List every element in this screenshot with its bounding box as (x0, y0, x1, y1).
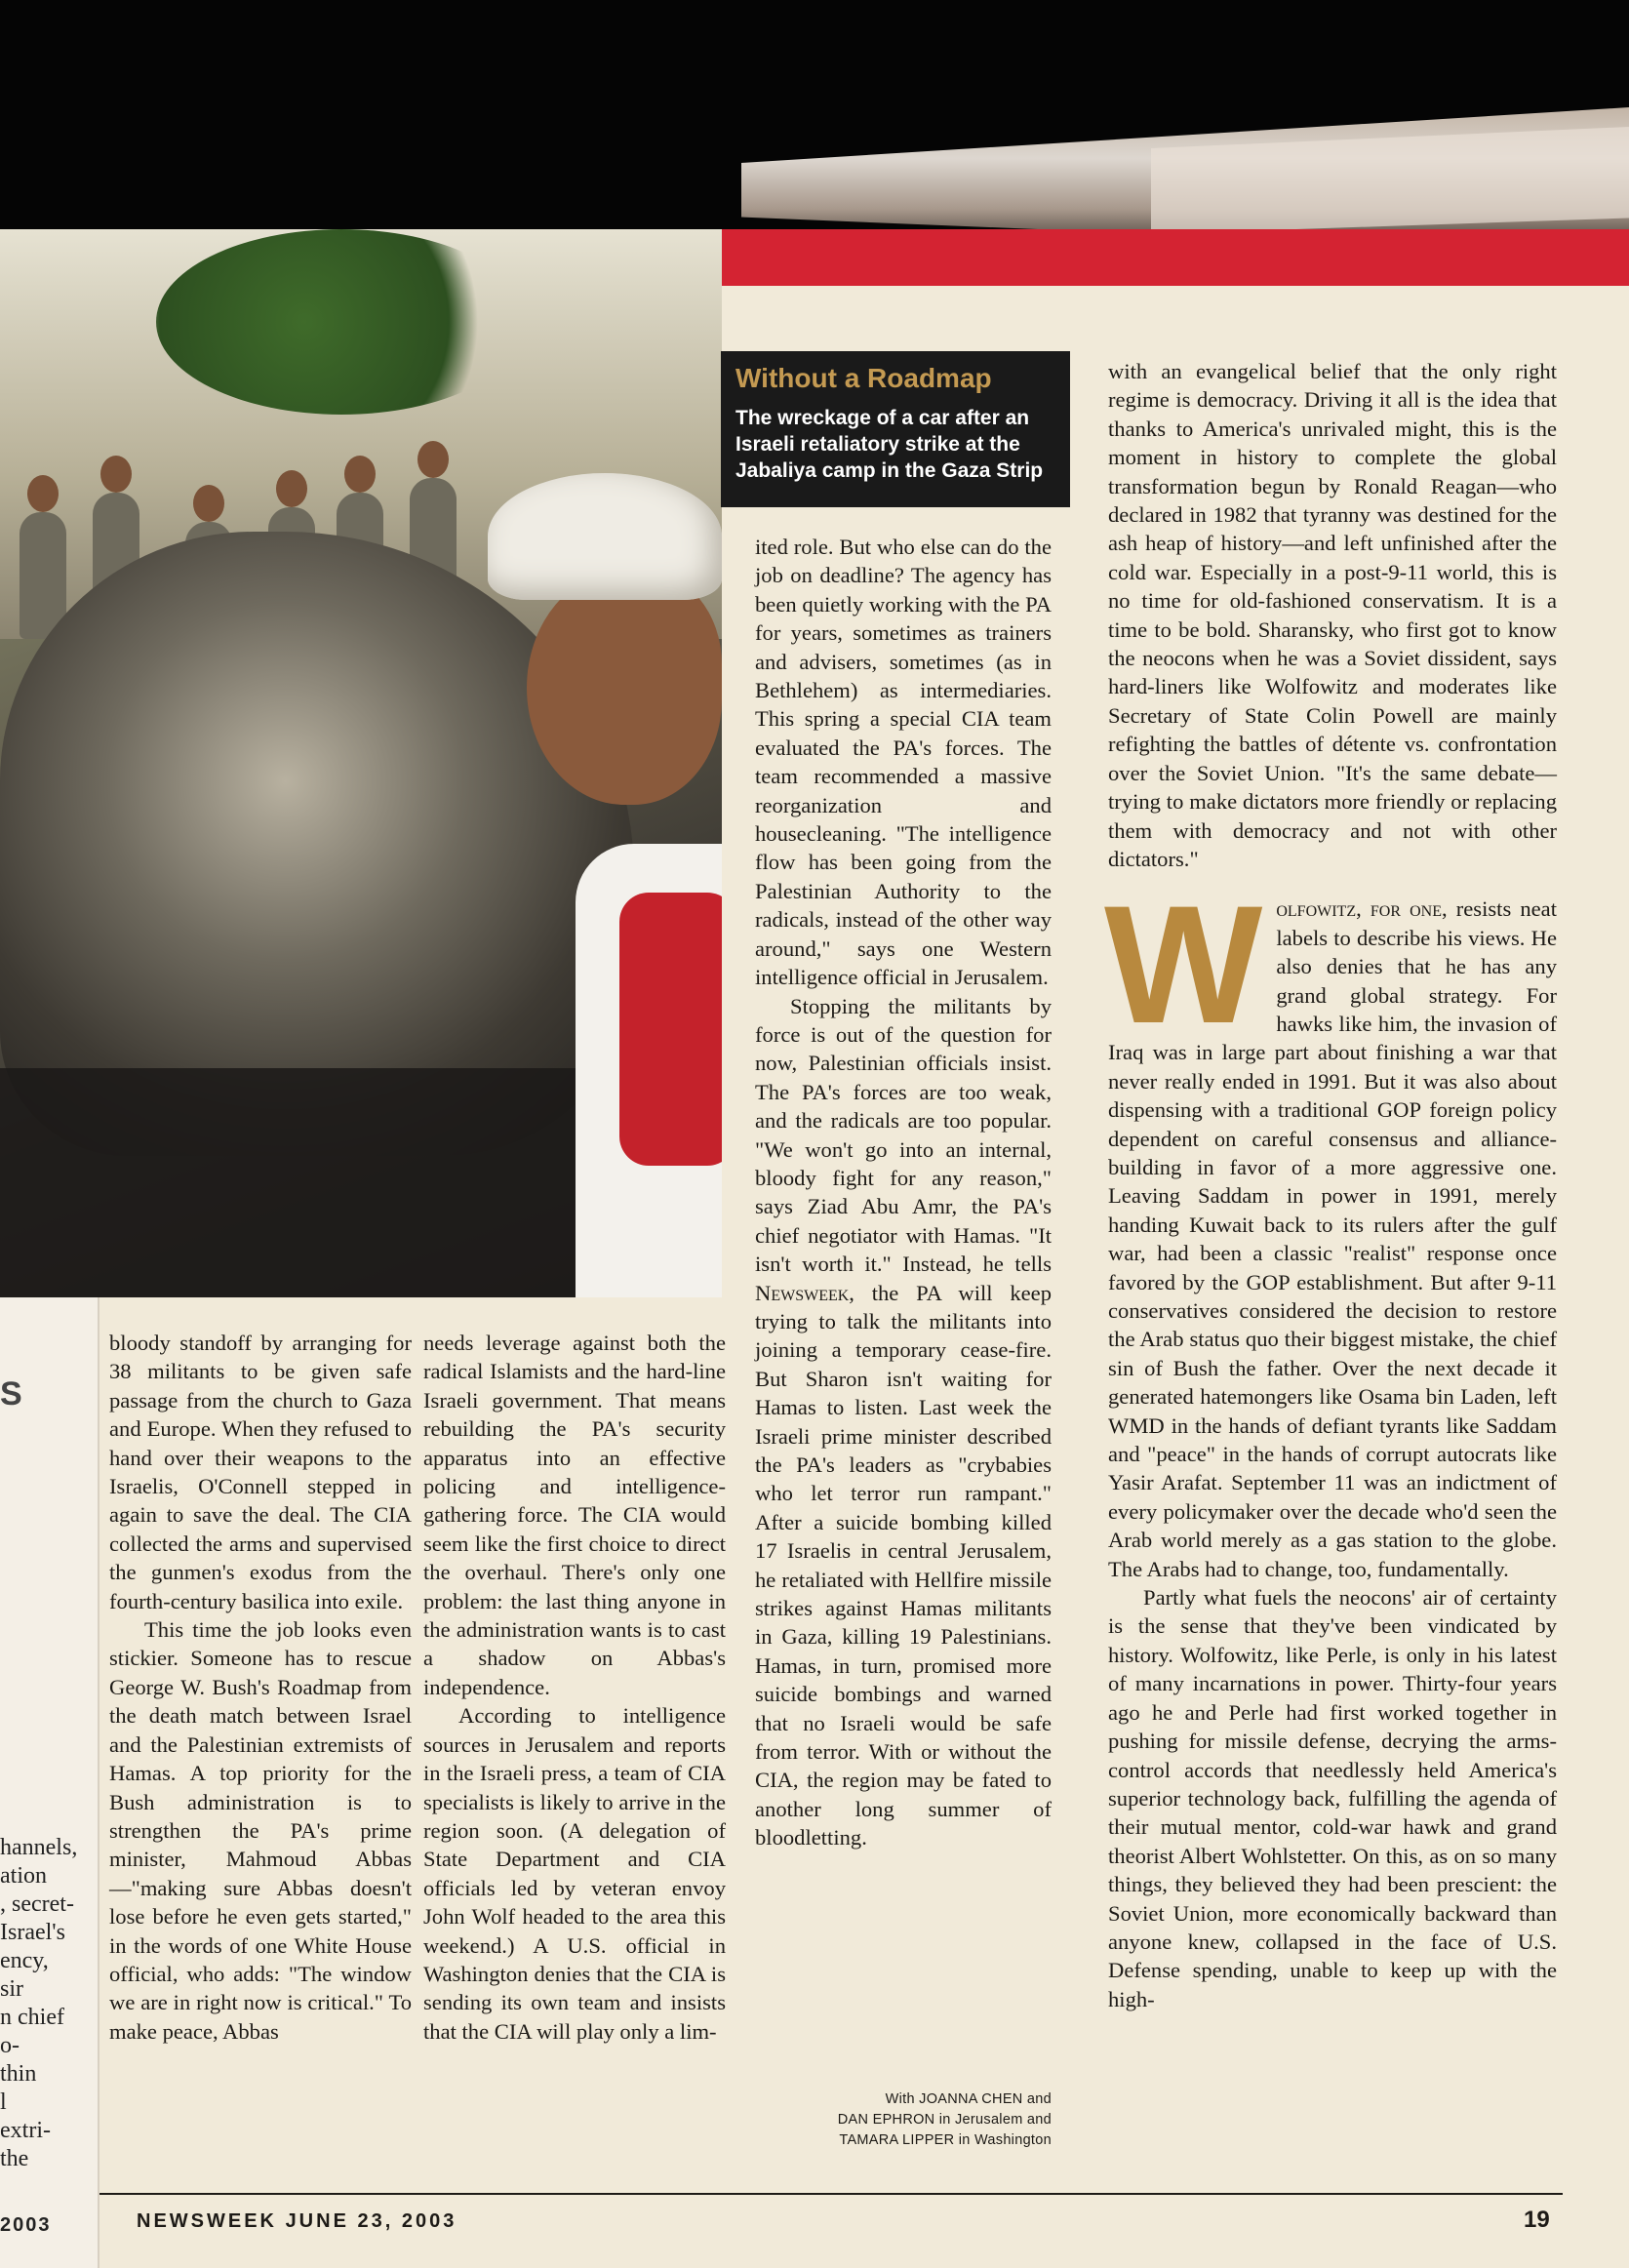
previous-page-fragment: ation (0, 1863, 47, 1889)
article-column-2 (423, 1329, 726, 2046)
magazine-name: NEWSWEEK (137, 2210, 277, 2232)
article-paragraph: needs leverage against both the radical Islamists and the hard-line Israeli government. That means rebuilding the PA's security apparatus into an effective policing and intelligence-gathering force. The CIA would seem like the first choice to direct the overhaul. There's only one problem: the last thing anyone in the administration wants is to cast a shadow on Abbas's independence. (423, 1331, 726, 1699)
photo-caption-box (721, 351, 1070, 507)
section-opening (1104, 871, 1557, 1583)
reporting-credits (757, 2089, 1052, 2151)
article-text: Stopping the militants by force is out of the question for now, Palestinian officials insist. The PA's forces are too weak, and the radicals are too popular. "We won't go into an internal, bloody fight for any reason," says Ziad Abu Amr, the PA's chief negotiator with Hamas. "It isn't worth it." Instead, he tells (755, 993, 1052, 1277)
article-paragraph: ited role. But who else can do the job on deadline? The agency has been quietly working with the PA for years, sometimes as trainers and advisers, sometimes (as in Bethlehem) as intermediaries. This spring a special CIA team evaluated the PA's forces. The team recommended a massive reorganization and housecleaning. "The intelligence flow has been going from the Palestinian Authority to the radicals, instead of the other way around," says one Western intelligence official in Jerusalem. (755, 535, 1052, 990)
article-paragraph: According to intelligence sources in Jerusalem and reports in the Israeli press, a team of CIA specialists is likely to arrive in the region soon. (A delegation of State Department and CIA officials led by veteran envoy John Wolf headed to the area this weekend.) A U.S. official in Washington denies that the CIA is sending its own team and insists that the CIA will play only a lim- (423, 1703, 726, 2044)
previous-page-edge (0, 1297, 99, 2268)
previous-page-fragment: hannels, (0, 1835, 78, 1860)
article-text: , the PA will keep trying to talk the militants into joining a temporary cease-fire. But Sharon isn't waiting for Hamas to listen. Last week the Israeli prime minister described the PA's leaders as "crybabies who let terror run rampant." After a suicide bombing killed 17 Israelis in central Jerusalem, he retaliated with Hellfire missile strikes against Hamas militants in Gaza, killing 19 Palestinians. Hamas, in turn, promised more suicide bombings and warned that no Israeli would be safe from terror. With or without the CIA, the region may be fated to another long summer of bloodletting. (755, 1280, 1052, 1850)
photo-boy-cap (488, 473, 722, 600)
photo-boy-shirt-red-stripe (619, 893, 722, 1166)
footer-rule (99, 2193, 1563, 2195)
article-column-3 (755, 533, 1052, 1852)
previous-page-fragment: l (0, 2089, 7, 2115)
previous-page-fragment: o- (0, 2033, 20, 2058)
magazine-name-smallcaps: Newsweek (755, 1280, 850, 1305)
previous-page-fragment: extri- (0, 2118, 51, 2143)
issue-date: JUNE 23, 2003 (285, 2210, 457, 2232)
previous-page-fragment: , secret- (0, 1891, 74, 1917)
caption-title: Without a Roadmap (735, 363, 992, 393)
photo-boy-head (527, 571, 722, 805)
article-paragraph: This time the job looks even stickier. Someone has to rescue George W. Bush's Roadmap from the death match between Israel and the Palestinian extremists of Hamas. A top priority for the Bush administration is to strengthen the PA's prime minister, Mahmoud Abbas—"making sure Abbas doesn't lose before he even gets started," in the words of one White House official, who adds: "The window we are in right now is critical." To make peace, Abbas (109, 1617, 412, 2044)
previous-page-fragment: the (0, 2146, 29, 2171)
article-paragraph: with an evangelical belief that the only right regime is democracy. Driving it all is the idea that thanks to America's unrivaled might, this is the moment in history to complete the global transformation begun by Ronald Reagan—who declared in 1982 that tyranny was destined for the ash heap of history—and left unfinished after the cold war. Especially in a post-9-11 world, this is no time for old-fashioned conservatism. It is a time to be bold. Sharansky, who first got to know the neocons when he was a Soviet dissident, says hard-liners like Wolfowitz and moderates like Secretary of State Colin Powell are mainly refighting the battles of détente vs. confrontation over the Soviet Union. "It's the same debate—trying to make dictators more friendly or replacing them with democracy and not with other dictators." (1108, 359, 1557, 871)
credit-line: With JOANNA CHEN and (885, 2091, 1052, 2107)
previous-page-fragment: ency, (0, 1948, 49, 1973)
previous-page-letter: S (0, 1375, 22, 1413)
credit-line: TAMARA LIPPER in Washington (839, 2132, 1052, 2148)
previous-page-fragment: n chief (0, 2005, 64, 2030)
article-paragraph: bloody standoff by arranging for 38 militants to be given safe passage from the church to Gaza and Europe. When they refused to hand over their weapons to the Israelis, O'Connell stepped in again to save the deal. The CIA collected the arms and supervised the gunmen's exodus from the fourth-century basilica into exile. (109, 1331, 412, 1613)
article-paragraph (755, 992, 1052, 1852)
previous-page-fragment: Israel's (0, 1920, 65, 1945)
drop-cap-letter: W (1104, 871, 1263, 1059)
article-paragraph: Partly what fuels the neocons' air of certainty is the sense that they've been vindicated by history. Wolfowitz, like Perle, is only in his latest of many incarnations in power. Thirty-four years ago he and Perle had first worked together in pushing for missile defense, decrying the arms-control accords that needlessly held America's superior technology back, fulfilling the agenda of their mutual mentor, cold-war hawk and grand theorist Albert Wohlstetter. On this, as on so many things, they believed they had been prescient: the Soviet Union, more economically backward than anyone knew, collapsed in the face of U.S. Defense spending, unable to keep up with the high- (1108, 1585, 1557, 2011)
article-text: resists neat labels to describe his views. He also denies that he has any grand global strategy. For hawks like him, the invasion of Iraq was in large part about finishing a war that never really ended in 1991. But it was also about dispensing with a traditional GOP foreign policy dependent on careful consensus and alliance-building in favor of a more aggressive one. Leaving Saddam in power in 1991, merely handing Kuwait back to its rulers after the gulf war, had been a classic "realist" response once favored by the GOP establishment. But after 9-11 conservatives considered the decision to restore the Arab status quo their biggest mistake, the chief sin of Bush the father. Over the next decade it generated hatemongers like Osama bin Laden, left WMD in the hands of defiant tyrants like Saddam and "peace" in the hands of corrupt autocrats like Yasir Arafat. September 11 was an indictment of every policymaker over the decade who'd seen the Arab world merely as a gas station to the globe. The Arabs had to change, too, fundamentally. (1108, 896, 1557, 1581)
photo-tree (156, 229, 527, 415)
previous-page-fragment: sir (0, 1976, 23, 2002)
previous-page-folio: 2003 (0, 2214, 52, 2236)
article-column-1 (109, 1329, 412, 2046)
credit-line: DAN EPHRON in Jerusalem and (837, 2112, 1052, 2128)
lead-in-smallcaps: olfowitz, for one, (1276, 896, 1448, 922)
previous-page-fragment: thin (0, 2061, 37, 2087)
page-footer (137, 2210, 457, 2233)
article-column-4 (1104, 357, 1557, 2013)
page-number: 19 (1524, 2207, 1550, 2233)
caption-text: The wreckage of a car after an Israeli retaliatory strike at the Jabaliya camp in the Gaza Strip (735, 407, 1044, 482)
news-photo-car-wreckage (0, 229, 722, 1297)
section-color-bar (722, 229, 1629, 286)
